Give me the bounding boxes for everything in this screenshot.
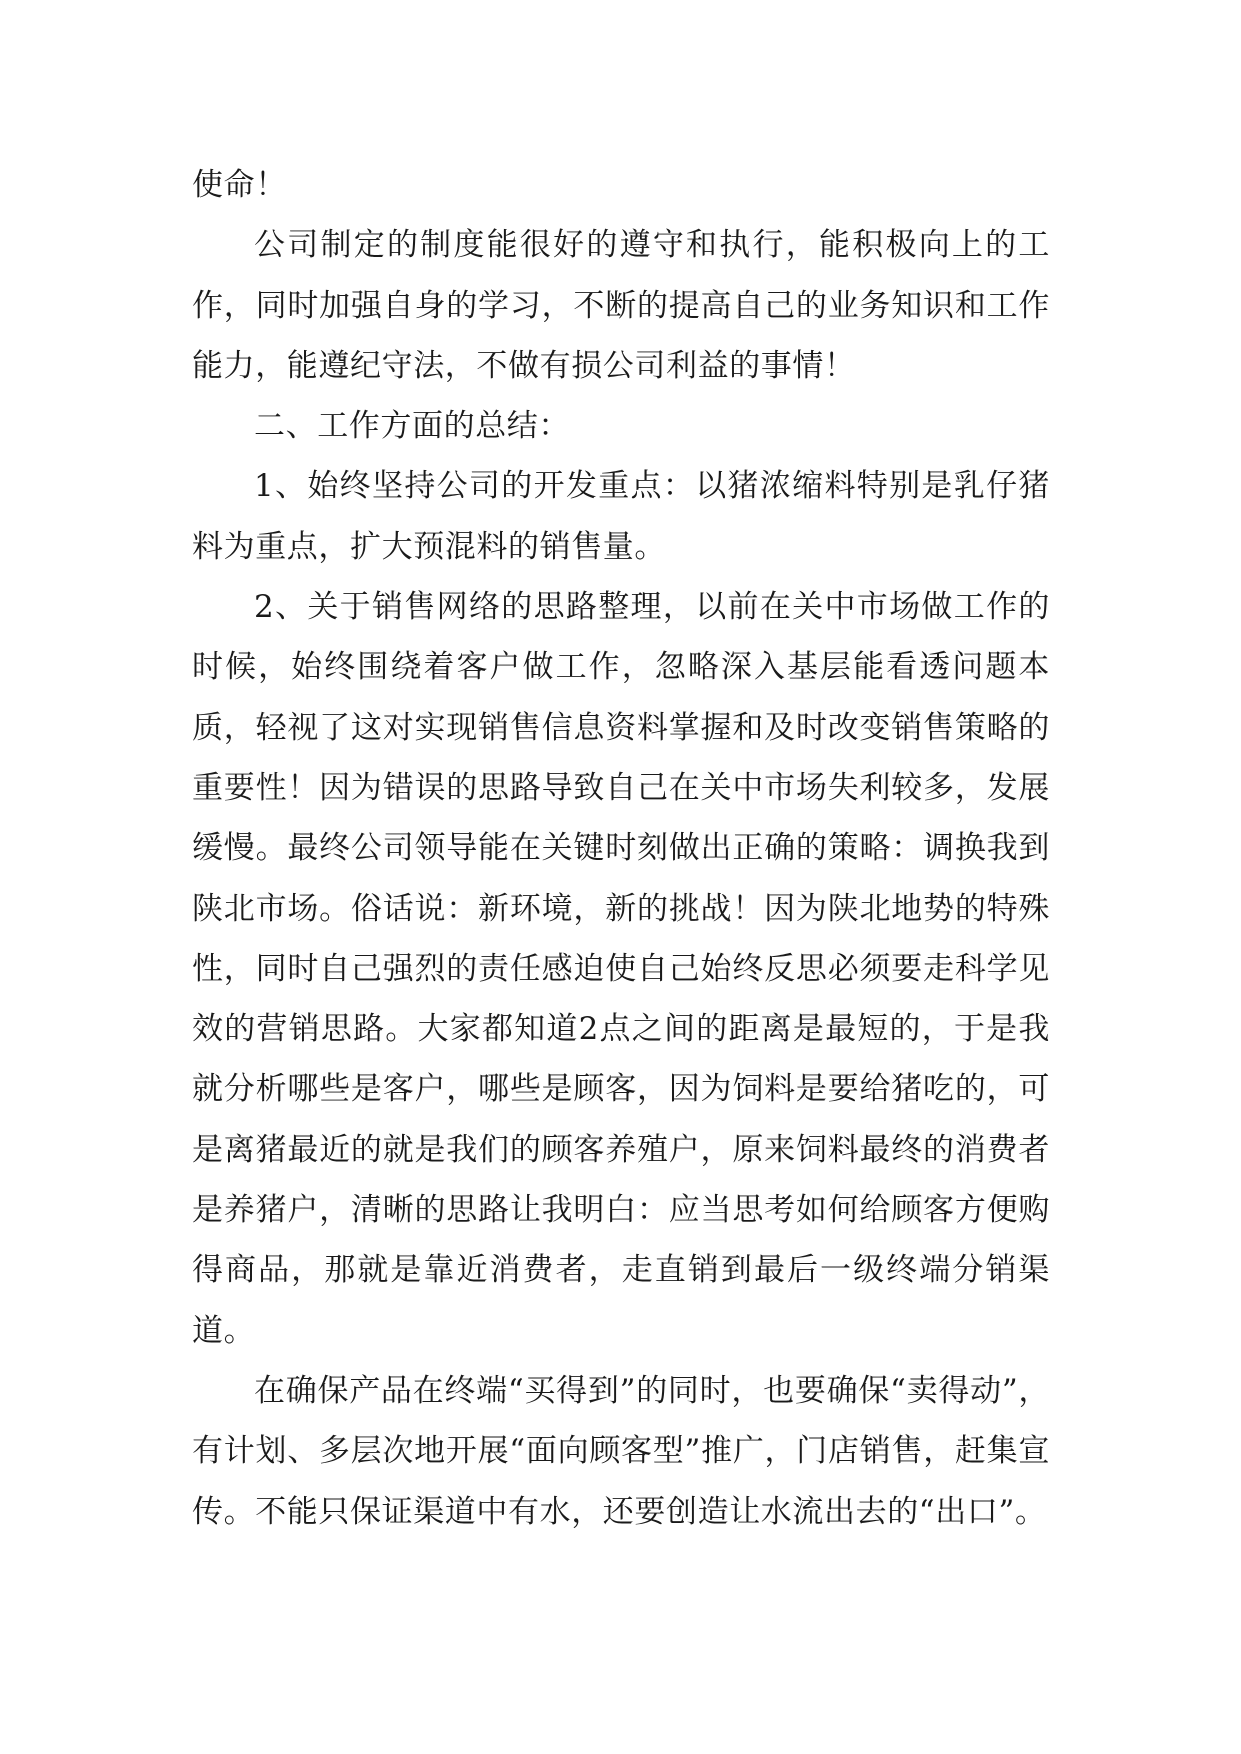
paragraph-item-2: 2、关于销售网络的思路整理，以前在关中市场做工作的时候，始终围绕着客户做工作，忽略深入基层能看透问题本质，轻视了这对实现销售信息资料掌握和及时改变销售策略的重要性！因为错误的思路导致自己在关中市场失利较多，发展缓慢。最终公司领导能在关键时刻做出正确的策略：调换我到陕北市场。俗话说：新环境，新的挑战！因为陕北地势的特殊性，同时自己强烈的责任感迫使自己始终反思必须要走科学见效的营销思路。大家都知道2点之间的距离是最短的，于是我就分析哪些是客户，哪些是顾客，因为饲料是要给猪吃的，可是离猪最近的就是我们的顾客养殖户，原来饲料最终的消费者是养猪户，清晰的思路让我明白：应当思考如何给顾客方便购得商品，那就是靠近消费者，走直销到最后一级终端分销渠道。 [192, 589, 1050, 1349]
paragraph-item-1: 1、始终坚持公司的开发重点：以猪浓缩料特别是乳仔猪料为重点，扩大预混料的销售量。 [192, 468, 1050, 565]
paragraph-mission-end: 使命！ [192, 167, 287, 203]
document-page [192, 155, 1050, 1542]
paragraph-company-rules: 公司制定的制度能很好的遵守和执行，能积极向上的工作，同时加强自身的学习，不断的提高自己的业务知识和工作能力，能遵纪守法，不做有损公司利益的事情！ [192, 227, 1050, 384]
section-heading-work-summary: 二、工作方面的总结： [254, 408, 570, 445]
paragraph-terminal-sales: 在确保产品在终端“买得到”的同时，也要确保“卖得动”，有计划、多层次地开展“面向顾客型”推广，门店销售，赶集宣传。不能只保证渠道中有水，还要创造让水流出去的“出口”。 [192, 1372, 1050, 1530]
